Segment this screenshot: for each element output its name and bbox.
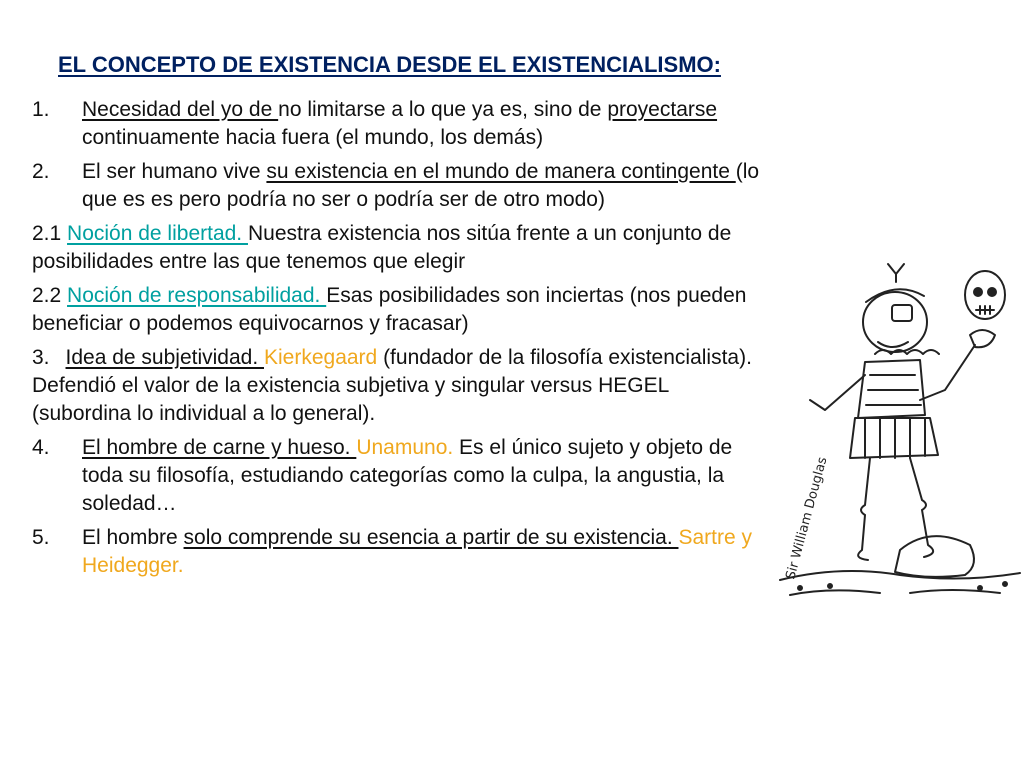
item-number: 4. <box>32 436 50 459</box>
hamlet-skeleton-with-skull-icon <box>770 250 1024 620</box>
item-2-1-keyword: Noción de libertad. <box>67 222 248 245</box>
list-item-2-1 <box>32 220 772 276</box>
item-number: 2.2 <box>32 284 68 307</box>
hamlet-skeleton-illustration <box>770 250 1024 620</box>
item-number: 3. <box>32 346 50 369</box>
item-5-text-b: solo comprende su esencia a partir de su existencia. <box>183 526 679 549</box>
content-list <box>32 96 772 586</box>
item-4-keyword: El hombre de carne y hueso. <box>82 436 357 459</box>
item-1-text-b: no limitarse a lo que ya es, sino de <box>278 98 608 121</box>
item-2-text-c: (lo que es es pero podría no ser o podría ser de otro modo) <box>82 160 760 211</box>
item-3-keyword: Idea de subjetividad. <box>65 346 264 369</box>
item-2-2-keyword: Noción de responsabilidad. <box>67 284 327 307</box>
list-item-2 <box>32 158 772 214</box>
item-2-1-text: Nuestra existencia nos sitúa frente a un conjunto de posibilidades entre las que tenemos que elegir <box>32 222 732 273</box>
slide-title: EL CONCEPTO DE EXISTENCIA DESDE EL EXISTENCIALISMO: <box>58 52 721 77</box>
item-2-2-text: Esas posibilidades son inciertas (nos pueden beneficiar o podemos equivocarnos y fracasar) <box>32 284 747 335</box>
list-item-3 <box>32 344 772 428</box>
item-2-text-b: su existencia en el mundo de manera contingente <box>266 160 736 183</box>
item-1-text-a: Necesidad del yo de <box>82 98 279 121</box>
item-number: 5. <box>32 526 50 549</box>
item-1-text-d: continuamente hacia fuera (el mundo, los demás) <box>82 126 544 149</box>
item-number: 2.1 <box>32 222 68 245</box>
item-number: 2. <box>32 160 50 183</box>
item-5-authors: Sartre y Heidegger. <box>82 526 753 577</box>
list-item-2-2 <box>32 282 772 338</box>
item-5-text-a: El hombre <box>82 526 184 549</box>
item-number: 1. <box>32 98 50 121</box>
list-item-5 <box>32 524 772 580</box>
item-3-text: (fundador de la filosofía existencialista). Defendió el valor de la existencia subjetiva y singular versus HEGEL (subordina lo individual a lo general). <box>32 346 752 425</box>
item-1-text-c: proyectarse <box>607 98 718 121</box>
svg-text:Sir William Douglas: Sir William Douglas <box>783 455 831 582</box>
list-item-4 <box>32 434 772 518</box>
list-item-1 <box>32 96 772 152</box>
item-4-text: Es el único sujeto y objeto de toda su filosofía, estudiando categorías como la culpa, la angustia, la soledad… <box>82 436 733 515</box>
item-4-author: Unamuno. <box>356 436 454 459</box>
item-2-text-a: El ser humano vive <box>82 160 267 183</box>
item-3-author: Kierkegaard <box>264 346 378 369</box>
